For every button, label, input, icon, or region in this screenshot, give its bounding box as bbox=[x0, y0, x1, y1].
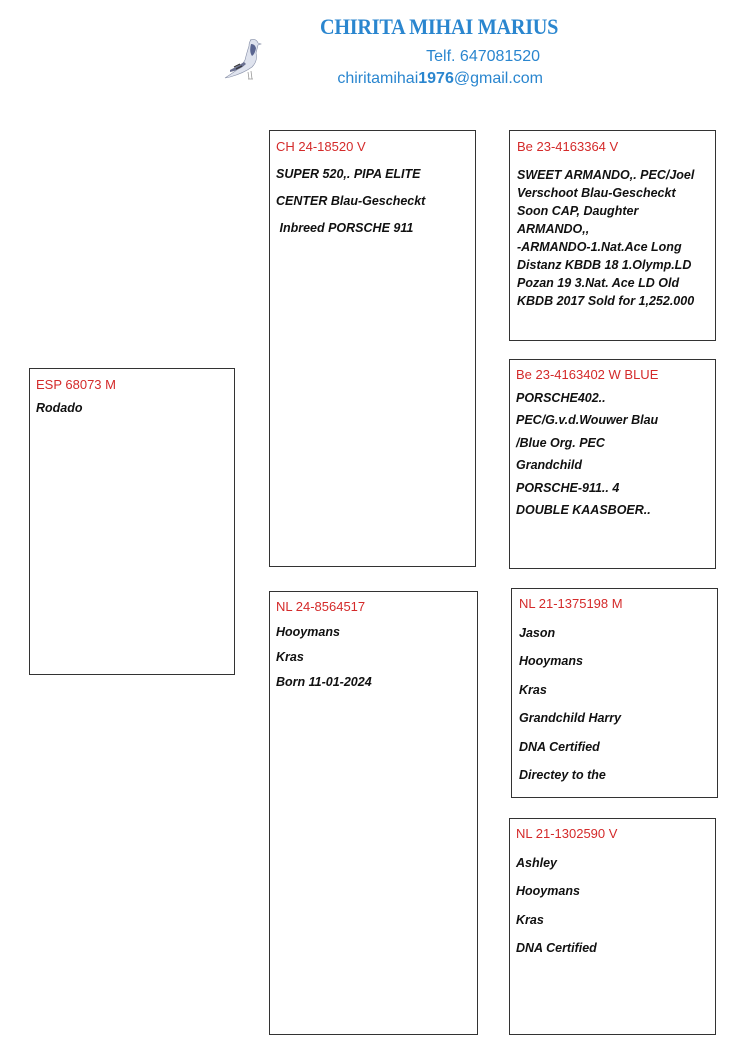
description-line: DNA Certified bbox=[516, 941, 597, 955]
description-line: Rodado bbox=[36, 401, 83, 415]
description-line: SUPER 520,. PIPA ELITE bbox=[276, 167, 421, 181]
ring-number: NL 21-1375198 M bbox=[519, 596, 623, 611]
description-line: Hooymans bbox=[276, 625, 340, 639]
description-line: Hooymans bbox=[516, 884, 580, 898]
ring-number: ESP 68073 M bbox=[36, 377, 116, 392]
description-line: Kras bbox=[519, 682, 547, 697]
description-line: DNA Certified bbox=[519, 739, 600, 754]
description-line: Verschoot Blau-Gescheckt bbox=[517, 186, 676, 200]
pedigree-box-dam bbox=[269, 591, 478, 1035]
owner-phone: Telf. 647081520 bbox=[426, 48, 540, 65]
description-line: Soon CAP, Daughter bbox=[517, 204, 639, 218]
ring-number: CH 24-18520 V bbox=[276, 139, 366, 154]
description-line: Kras bbox=[276, 650, 304, 664]
description-line: Kras bbox=[516, 912, 544, 927]
email-user: chiritamihai bbox=[337, 70, 419, 87]
description-line: PORSCHE-911.. 4 bbox=[516, 480, 620, 495]
description-line: Pozan 19 3.Nat. Ace LD Old bbox=[517, 276, 680, 290]
pedigree-box-sire-sire bbox=[509, 130, 716, 341]
description-line: Born 11-01-2024 bbox=[276, 675, 372, 689]
owner-email bbox=[337, 70, 543, 88]
description-line: Directey to the bbox=[519, 768, 606, 782]
description-line: KBDB 2017 Sold for 1,252.000 bbox=[517, 294, 695, 308]
description-line: Hooymans bbox=[519, 654, 583, 668]
email-domain: @gmail.com bbox=[453, 70, 543, 87]
header bbox=[170, 0, 570, 100]
pedigree-box-dam-dam bbox=[509, 818, 716, 1035]
ring-number: Be 23-4163402 W BLUE bbox=[516, 367, 659, 382]
description-line: /Blue Org. PEC bbox=[516, 435, 605, 450]
description-line: Grandchild Harry bbox=[519, 711, 622, 725]
pigeon-icon bbox=[220, 34, 268, 84]
description-line: SWEET ARMANDO,. PEC/Joel bbox=[517, 168, 695, 182]
ring-number: NL 24-8564517 bbox=[276, 599, 366, 614]
pedigree-box-sire bbox=[269, 130, 476, 567]
description-line: CENTER Blau-Gescheckt bbox=[276, 194, 426, 208]
ring-number: Be 23-4163364 V bbox=[517, 139, 619, 154]
pedigree-box-dam-sire bbox=[511, 588, 718, 798]
description-line: Inbreed PORSCHE 911 bbox=[276, 221, 414, 235]
description-line: Grandchild bbox=[516, 458, 582, 472]
ring-number: NL 21-1302590 V bbox=[516, 826, 618, 841]
description-line: DOUBLE KAASBOER.. bbox=[516, 503, 651, 517]
pedigree-box-sire-dam bbox=[509, 359, 716, 569]
owner-name: CHIRITA MIHAI MARIUS bbox=[320, 14, 559, 39]
description-line: Ashley bbox=[516, 855, 557, 870]
description-line: PORSCHE402.. bbox=[516, 390, 606, 405]
pedigree-box-subject bbox=[29, 368, 235, 675]
description-line: PEC/G.v.d.Wouwer Blau bbox=[516, 413, 659, 427]
description-line: -ARMANDO-1.Nat.Ace Long bbox=[517, 240, 682, 254]
description-line: Distanz KBDB 18 1.Olymp.LD bbox=[517, 258, 692, 272]
description-line: ARMANDO,, bbox=[517, 222, 590, 236]
email-number: 1976 bbox=[418, 70, 454, 87]
description-line: Jason bbox=[519, 625, 556, 640]
